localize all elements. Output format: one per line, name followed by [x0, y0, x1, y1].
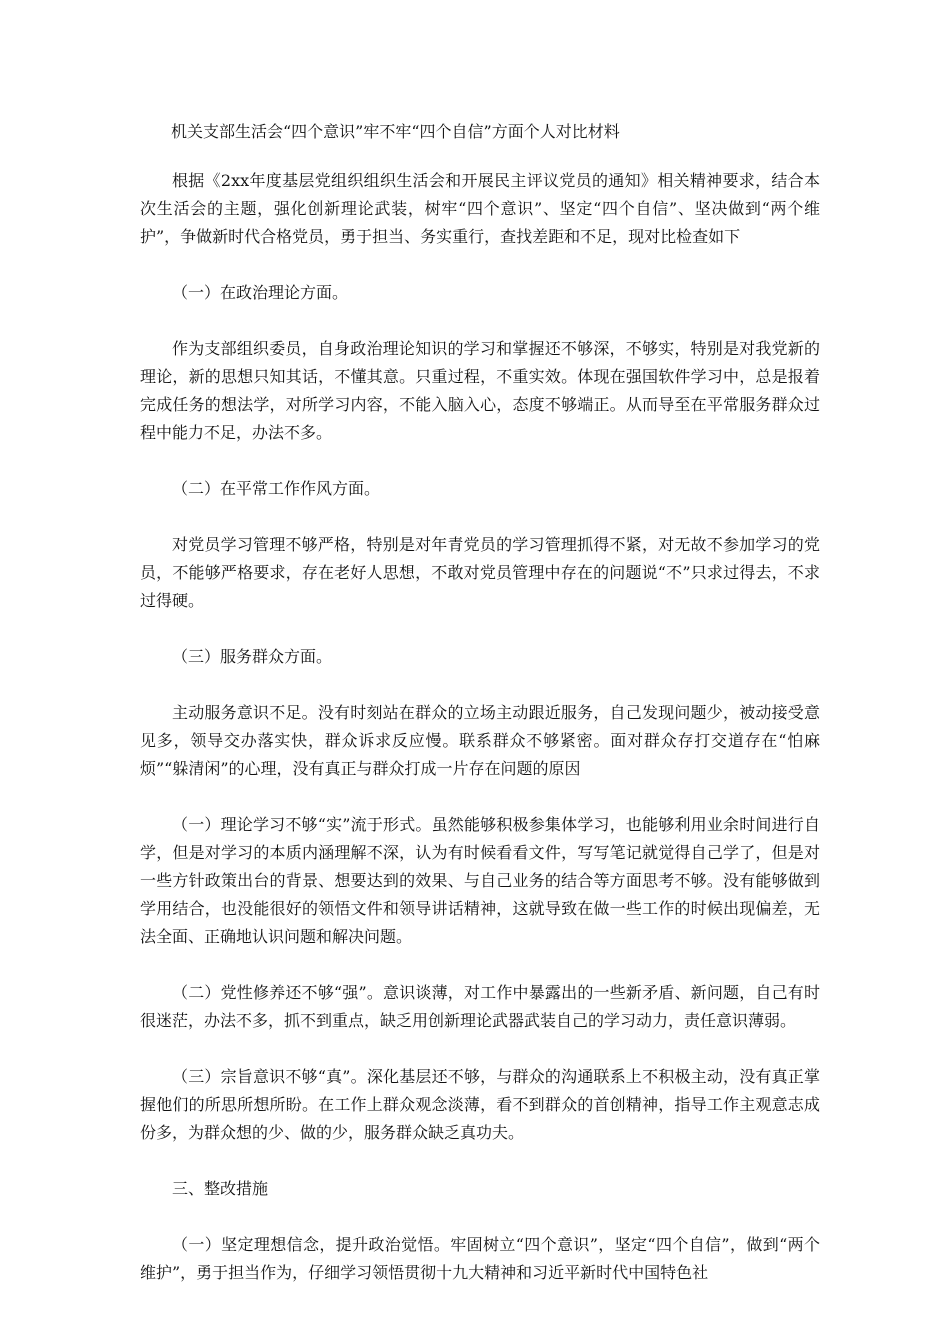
paragraph-cause-party-spirit: （二）党性修养还不够“强”。意识谈薄，对工作中暴露出的一些新矛盾、新问题，自己有时很迷茫，办法不多，抓不到重点，缺乏用创新理论武器武装自己的学习动力，责任意识薄弱。 [140, 983, 820, 1030]
paragraph-serve-masses: 主动服务意识不足。没有时刻站在群众的立场主动跟近服务，自己发现问题少，被动接受意见多，领导交办落实快，群众诉求反应慢。联系群众不够紧密。面对群众存打交道存在“怕麻烦”“躲清闲”的心理，没有真正与群众打成一片存在问题的原因 [140, 703, 820, 778]
paragraph-cause-purpose: （三）宗旨意识不够“真”。深化基层还不够，与群众的沟通联系上不积极主动，没有真正掌握他们的所思所想所盼。在工作上群众观念淡薄，看不到群众的首创精神，指导工作主观意志成份多，为群众想的少、做的少，服务群众缺乏真功夫。 [140, 1067, 820, 1142]
section-heading-serve-masses: （三）服务群众方面。 [172, 647, 333, 666]
section-heading-work-style: （二）在平常工作作风方面。 [172, 479, 381, 498]
section-heading-rectification: 三、整改措施 [172, 1179, 269, 1198]
paragraph-rectification-first: （一）坚定理想信念，提升政治觉悟。牢固树立“四个意识”，坚定“四个自信”，做到“两个维护”，勇于担当作为，仔细学习领悟贯彻十九大精神和习近平新时代中国特色社 [140, 1235, 820, 1282]
document-body [140, 118, 820, 1315]
paragraph-cause-theory-study: （一）理论学习不够“实”流于形式。虽然能够积极参集体学习，也能够利用业余时间进行自学，但是对学习的本质内涵理解不深，认为有时候看看文件，写写笔记就觉得自己学了，但是对一些方针政策出台的背景、想要达到的效果、与自己业务的结合等方面思考不够。没有能够做到学用结合，也没能很好的领悟文件和领导讲话精神，这就导致在做一些工作的时候出现偏差，无法全面、正确地认识问题和解决问题。 [140, 815, 820, 946]
section-heading-political-theory: （一）在政治理论方面。 [172, 283, 349, 302]
document-title: 机关支部生活会“四个意识”牢不牢“四个自信”方面个人对比材料 [171, 122, 620, 141]
paragraph-political-theory: 作为支部组织委员，自身政治理论知识的学习和掌握还不够深，不够实，特别是对我党新的理论，新的思想只知其话，不懂其意。只重过程，不重实效。体现在强国软件学习中，总是报着完成任务的想法学，对所学习内容，不能入脑入心，态度不够端正。从而导至在平常服务群众过程中能力不足，办法不多。 [140, 339, 820, 442]
intro-paragraph: 根据《2xx年度基层党组织组织生活会和开展民主评议党员的通知》相关精神要求，结合本次生活会的主题，强化创新理论武装，树牢“四个意识”、坚定“四个自信”、坚决做到“两个维护”，争做新时代合格党员，勇于担当、务实重行，查找差距和不足，现对比检查如下 [140, 171, 820, 246]
paragraph-work-style: 对党员学习管理不够严格，特别是对年青党员的学习管理抓得不紧，对无故不参加学习的党员，不能够严格要求，存在老好人思想，不敢对党员管理中存在的问题说“不”只求过得去，不求过得硬。 [140, 535, 820, 610]
